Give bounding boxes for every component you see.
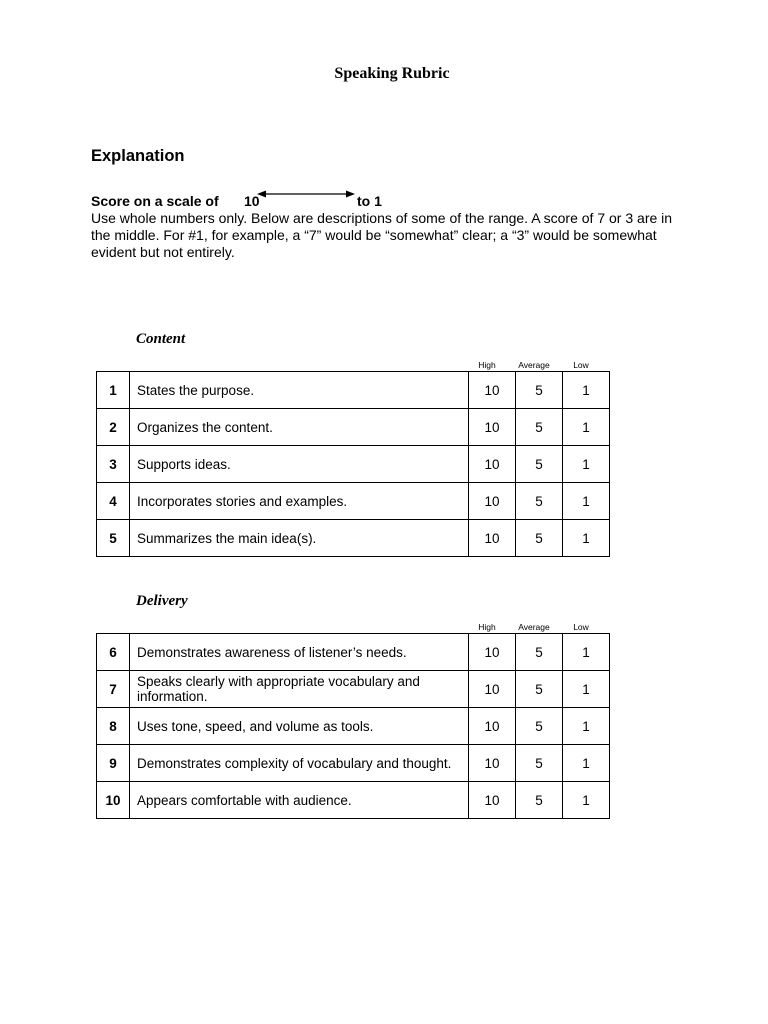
criterion-text: Appears comfortable with audience. — [130, 782, 469, 819]
low-score: 1 — [563, 745, 610, 782]
column-header-average: Average — [518, 360, 550, 370]
column-header-high: High — [478, 622, 496, 632]
scale-high-value: 10 — [244, 193, 260, 209]
row-number: 1 — [97, 372, 130, 409]
criterion-text: States the purpose. — [130, 372, 469, 409]
high-score: 10 — [469, 446, 516, 483]
low-score: 1 — [563, 409, 610, 446]
row-number: 3 — [97, 446, 130, 483]
table-row — [97, 372, 610, 409]
row-number: 5 — [97, 520, 130, 557]
section-title-content: Content — [136, 331, 186, 347]
average-score: 5 — [516, 634, 563, 671]
table-row — [97, 446, 610, 483]
low-score: 1 — [563, 446, 610, 483]
low-score: 1 — [563, 634, 610, 671]
low-score: 1 — [563, 782, 610, 819]
row-number: 2 — [97, 409, 130, 446]
table-row — [97, 520, 610, 557]
high-score: 10 — [469, 520, 516, 557]
explanation-paragraph: Use whole numbers only. Below are descriptions of some of the range. A score of 7 or 3 are in the middle. For #1, for example, a “7” would be “somewhat” clear; a “3” would be somewhat evident but not entirely. — [91, 210, 673, 260]
scale-label: Score on a scale of — [91, 193, 219, 209]
explanation-heading: Explanation — [91, 147, 185, 165]
column-header-low: Low — [573, 360, 589, 370]
average-score: 5 — [516, 671, 563, 708]
high-score: 10 — [469, 409, 516, 446]
high-score: 10 — [469, 372, 516, 409]
average-score: 5 — [516, 782, 563, 819]
row-number: 8 — [97, 708, 130, 745]
table-row — [97, 745, 610, 782]
low-score: 1 — [563, 708, 610, 745]
criterion-text: Uses tone, speed, and volume as tools. — [130, 708, 469, 745]
average-score: 5 — [516, 483, 563, 520]
table-row — [97, 671, 610, 708]
criterion-text: Speaks clearly with appropriate vocabulary and information. — [130, 671, 469, 708]
average-score: 5 — [516, 372, 563, 409]
average-score: 5 — [516, 446, 563, 483]
high-score: 10 — [469, 708, 516, 745]
high-score: 10 — [469, 483, 516, 520]
table-row — [97, 483, 610, 520]
high-score: 10 — [469, 745, 516, 782]
criterion-text: Summarizes the main idea(s). — [130, 520, 469, 557]
scale-low-value: to 1 — [357, 193, 382, 209]
high-score: 10 — [469, 782, 516, 819]
page-title: Speaking Rubric — [334, 65, 450, 82]
low-score: 1 — [563, 671, 610, 708]
section-title-delivery: Delivery — [136, 593, 188, 609]
high-score: 10 — [469, 671, 516, 708]
criterion-text: Supports ideas. — [130, 446, 469, 483]
table-row — [97, 782, 610, 819]
column-header-low: Low — [573, 622, 589, 632]
criterion-text: Demonstrates awareness of listener’s needs. — [130, 634, 469, 671]
average-score: 5 — [516, 708, 563, 745]
delivery-table — [96, 633, 610, 819]
table-row — [97, 708, 610, 745]
criterion-text: Incorporates stories and examples. — [130, 483, 469, 520]
column-header-high: High — [478, 360, 496, 370]
average-score: 5 — [516, 520, 563, 557]
criterion-text: Organizes the content. — [130, 409, 469, 446]
average-score: 5 — [516, 409, 563, 446]
high-score: 10 — [469, 634, 516, 671]
row-number: 9 — [97, 745, 130, 782]
row-number: 6 — [97, 634, 130, 671]
criterion-text: Demonstrates complexity of vocabulary and thought. — [130, 745, 469, 782]
low-score: 1 — [563, 372, 610, 409]
row-number: 10 — [97, 782, 130, 819]
average-score: 5 — [516, 745, 563, 782]
double-arrow-icon — [256, 187, 356, 201]
table-row — [97, 634, 610, 671]
column-header-average: Average — [518, 622, 550, 632]
low-score: 1 — [563, 483, 610, 520]
content-table — [96, 371, 610, 557]
table-row — [97, 409, 610, 446]
row-number: 4 — [97, 483, 130, 520]
row-number: 7 — [97, 671, 130, 708]
low-score: 1 — [563, 520, 610, 557]
